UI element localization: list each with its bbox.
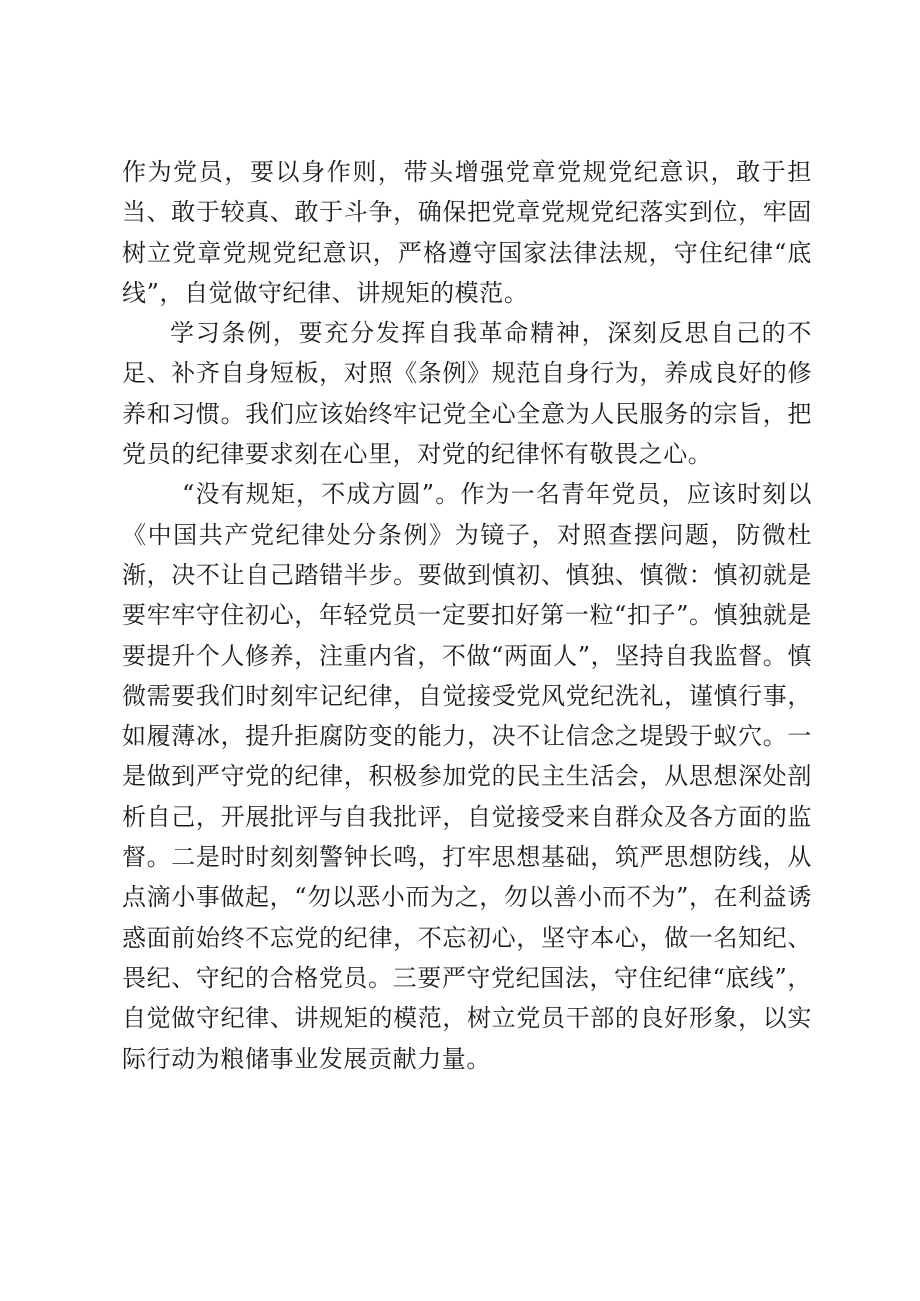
document-body [122,152,812,1079]
paragraph-1: 作为党员，要以身作则，带头增强党章党规党纪意识，敢于担当、敢于较真、敢于斗争，确保把党章党规党纪落实到位，牢固树立党章党规党纪意识，严格遵守国家法律法规，守住纪律“底线”，自觉做守纪律、讲规矩的模范。 [122,158,812,307]
paragraph-2: 学习条例，要充分发挥自我革命精神，深刻反思自己的不足、补齐自身短板，对照《条例》规范自身行为，养成良好的修养和习惯。我们应该始终牢记党全心全意为人民服务的宗旨，把党员的纪律要求刻在心里，对党的纪律怀有敬畏之心。 [122,319,812,469]
paragraph-3: “没有规矩，不成方圆”。作为一名青年党员，应该时刻以《中国共产党纪律处分条例》为镜子，对照查摆问题，防微杜渐，决不让自己踏错半步。要做到慎初、慎独、慎微：慎初就是要牢牢守住初心，年轻党员一定要扣好第一粒“扣子”。慎独就是要提升个人修养，注重内省，不做“两面人”，坚持自我监督。慎微需要我们时刻牢记纪律，自觉接受党风党纪洗礼，谨慎行事，如履薄冰，提升拒腐防变的能力，决不让信念之堤毁于蚁穴。一是做到严守党的纪律，积极参加党的民主生活会，从思想深处剖析自己，开展批评与自我批评，自觉接受来自群众及各方面的监督。二是时时刻刻警钟长鸣，打牢思想基础，筑严思想防线，从点滴小事做起，“勿以恶小而为之，勿以善小而不为”，在利益诱惑面前始终不忘党的纪律，不忘初心，坚守本心，做一名知纪、畏纪、守纪的合格党员。三要严守党纪国法，守住纪律“底线”，自觉做守纪律、讲规矩的模范，树立党员干部的良好形象，以实际行动为粮储事业发展贡献力量。 [122,480,812,1073]
